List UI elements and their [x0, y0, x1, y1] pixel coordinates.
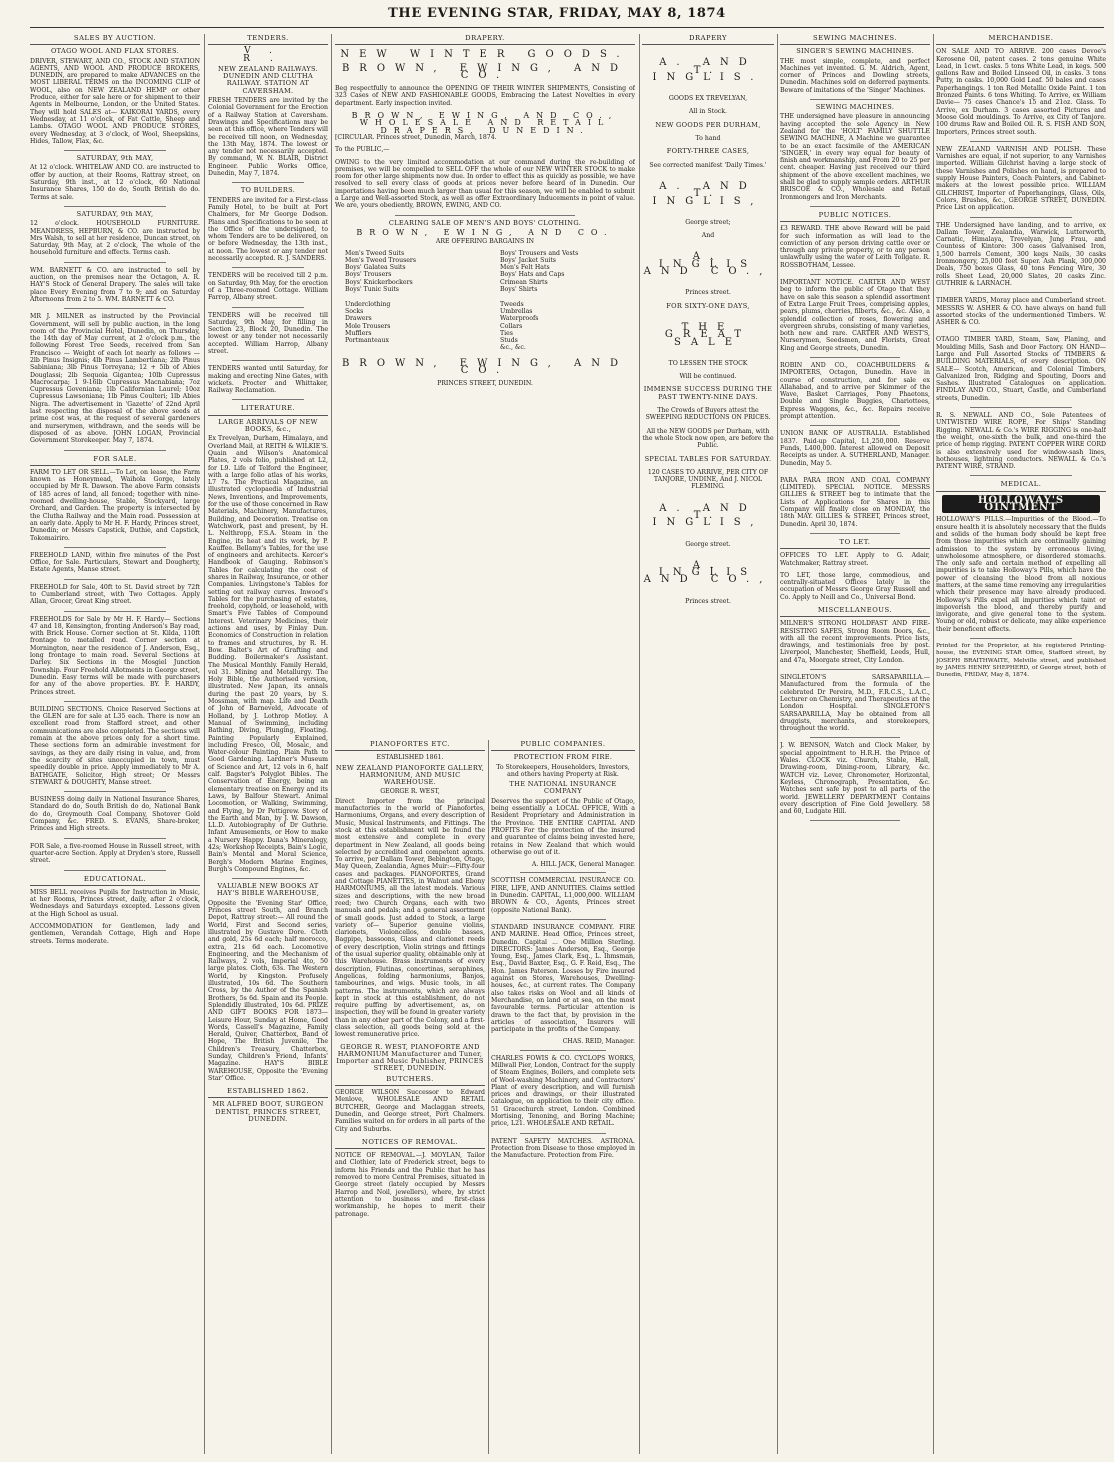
list-item: Drawers — [345, 315, 372, 323]
ad-line: NEW GOODS PER DURHAM, — [655, 120, 761, 129]
holloway-banner: HOLLOWAY'S OINTMENT — [942, 495, 1100, 514]
list-item: Socks — [345, 307, 364, 315]
sale-ad: BUSINESS doing daily in National Insurance Shares, Standard do do, South British do do, National Bank do do, Greymouth Coal Company, Shotover Gold Company, &c. FRED. S. EVANS, Share-broker, Princes and High streets. — [30, 796, 200, 833]
ad-line: IMMENSE SUCCESS DURING THE PAST TWENTY-NINE DAYS. — [643, 385, 773, 401]
ad-line: Princes street. — [685, 289, 731, 297]
separator-rule — [64, 791, 166, 792]
misc-ad: MILNER'S STRONG HOLDFAST AND FIRE-RESISTING SAFES, Strong Room Doors, &c., with all the recent improvements. Price lists, drawings, and testimonials free by post. Liverpool, Manchester, Sheffield, Leeds, Hull, and 47a, Moorgate street, City London. — [780, 620, 930, 664]
ad-text: THE undersigned have pleasure in announcing having accepted the sole Agency in New Zealand for the 'HOLT' FAMILY SHUTTLE SEWING MACHINE, A Machine we guarantee to be an exact facsimile of the AMERICAN 'SINGER,' in every way equal for beauty of finish and workmanship, and From 20 to 25 per cent. cheaper. Having just received our third shipment of the above excellent machines, we shall be glad to supply sample orders. ARTHUR BRISCOE & CO., Wholesale and Retail Ironmongers and Iron Merchants. — [780, 113, 930, 201]
ad-line: To hand — [695, 135, 721, 143]
to-let-ad: TO LET, those large, commodious, and centrally-situated Offices lately in the occupation of Messrs George Gray Russell and Co. Apply to Neill and Co., Universal Bond. — [780, 571, 930, 601]
sale-ad: FOR Sale, a five-roomed House in Russell street, with quarter-acre Section. Apply at Dryden's store, Russell street. — [30, 842, 200, 865]
column-public-companies — [491, 740, 635, 1454]
column-divider — [488, 740, 489, 1454]
separator-rule — [970, 638, 1072, 639]
separator-rule — [520, 1050, 606, 1051]
ad-title: TO BUILDERS. — [240, 186, 296, 195]
separator-rule — [64, 450, 166, 451]
misc-ad: SINGLETON'S SARSAPARILLA.— Manufactured from the formula of the celebrated Dr Pereira, M.D., F.R.C.S., L.A.C., Lecturer on Chemistry, and Therapeutics at the London Hospital. SINGLETON'S SARSAPARILLA, May be obtained from all druggists, merchants, and storekeepers, throughout the world. — [780, 674, 930, 733]
ad-line: All the NEW GOODS per Durham, with the whole Stock now open, are before the Public. — [642, 427, 774, 450]
section-header: TO LET. — [780, 538, 930, 549]
ad-text: CHARLES FOWIS & CO. CYCLOPS WORKS, Millwall Pier, London, Contract for the supply of Steam Engines, Boilers, and complete sets of Wool-washing Machinery, and Contractors' Plant of every description, and will furnish prices and drawings, or their illustrated catalogue, on application to their city office. 51 Gracechurch street, London. Combined Mortising, Tenoning, and Boring Machine; price, L21. WHOLESALE AND RETAIL. — [491, 1054, 635, 1128]
separator-rule — [810, 357, 900, 358]
ad-text: GEORGE WILSON Successor to Edward Menlove, WHOLESALE AND RETAIL BUTCHER, George and Maclaggan streets, Dunedin, and George street, Port Chalmers. Families waited on for orders in all parts of the City and Suburbs. — [335, 1089, 485, 1133]
list-item: &c., &c. — [500, 344, 526, 352]
ad-line: George street; — [685, 218, 731, 226]
merchandise-ad: OTAGO TIMBER YARD, Steam, Saw, Planing, and Moulding Mills, Sash and Door Factory. ON HAND— Large and Full Assorted Stocks of TIMBERS & BUILDING MATERIALS, of every description. ON SALE— Scotch, American, and Colonial Timbers, Galvanized Iron, Ridging and Spouting, Doors and Sashes. Illustrated Catalogues on application. FINDLAY AND CO., Stuart, Castle, and Cumberland streets, Dunedin. — [936, 336, 1106, 402]
section-header: PUBLIC COMPANIES. — [491, 740, 635, 751]
printer-imprint: Printed for the Proprietor, at his registered Printing-house, the EVENING STAR Office, Stafford street, by JOSEPH BRAITHWAITE, Melville street, and published by JAMES HENRY SHEPHERD, of George street, both of Dunedin, FRIDAY, May 8, 1874. — [936, 643, 1106, 679]
ad-line: A. INGLIS AND CO., — [643, 559, 773, 586]
ad-line: George street. — [685, 540, 731, 548]
ad-text: TENDERS wanted until Saturday, for making and erecting Nine Gates, with wickets. Procter and Whittaker, Railway Reclamation. — [208, 365, 328, 395]
list-item: Boys' Hats and Caps — [500, 271, 565, 279]
separator-rule — [810, 99, 900, 100]
firm-name: BROWN, EWING, AND CO. — [356, 227, 614, 237]
firm-name: BROWN, EWING, AND CO. — [341, 62, 629, 81]
section-header: FOR SALE. — [30, 455, 200, 466]
ad-title: SATURDAY, 9th MAY, — [76, 209, 154, 218]
ad-signature: GEORGE R. WEST, PIANOFORTE AND HARMONIUM Manufacturer and Tuner, Importer and Music Publisher, PRINCES STREET, DUNEDIN. — [336, 1042, 484, 1073]
separator-rule — [232, 399, 304, 400]
separator-rule — [64, 150, 166, 151]
ad-title: MR ALFRED BOOT, SURGEON DENTIST, PRINCES STREET, DUNEDIN. — [212, 1100, 324, 1124]
ad-text: TENDERS will be received till Saturday, 9th May, for filling in Section 23, Block 20, Dunedin. The lowest or any tender not necessarily accepted. William Harrop, Albany street. — [208, 311, 328, 355]
section-header: EDUCATIONAL. — [30, 875, 200, 886]
merchandise-ad: R. S. NEWALL AND CO., Sole Patentees of UNTWISTED WIRE ROPE, For Ships' Standing Rigging. NEWALL & Co.'s WIRE RIGGING is one-half the weight, one-sixth the bulk, and one-third the price of hemp rigging. PATENT COPPER WIRE CORD is also extensively used for window-sash lines, hothouses, lightning conductors. NEWALL & Co.'s PATENT WIRE, STRAND. — [936, 412, 1106, 471]
to-let-ad: OFFICES TO LET. Apply to G. Adair, Watchmaker, Rattray street. — [780, 552, 930, 567]
separator-rule — [970, 475, 1072, 476]
separator-rule — [810, 669, 900, 670]
separator-rule — [232, 878, 304, 879]
column-pianofortes — [335, 740, 485, 1454]
separator-rule — [64, 838, 166, 839]
list-item: Ties — [500, 329, 513, 337]
list-item: Boys' Tunic Suits — [345, 286, 399, 294]
list-item: Men's Tweed Trousers — [345, 256, 417, 264]
education-ad: ACCOMMODATION for Gentlemen, lady and gentlemen, Verandah Cottage, High and Hope streets. Terms moderate. — [30, 922, 200, 945]
ad-text: TENDERS will be received till 2 p.m. on Saturday, 9th May, for the erection of a Three-roomed Cottage. William Farrop, Albany street. — [208, 272, 328, 302]
ad-text: SCOTTISH COMMERCIAL INSURANCE CO. FIRE, LIFE, AND ANNUITIES. Claims settled in Dunedin. CAPITAL, L1,000,000. WILLIAM BROWN & CO., Agents, Princes street (opposite National Bank). — [491, 877, 635, 914]
separator-rule — [810, 737, 900, 738]
sale-ad: FREEHOLD for Sale, 40ft to St. David street by 72ft to Cumberland street, with Two Cottages. Apply Allan, Grocer, Great King street. — [30, 583, 200, 606]
column-tenders — [208, 34, 328, 1454]
firm-name: BROWN, EWING, AND CO., WHOLESALE AND RETAIL DRAPERS, DUNEDIN. — [351, 111, 619, 135]
section-header: LITERATURE. — [208, 404, 328, 415]
section-header: SEWING MACHINES. — [780, 34, 930, 45]
royal-crest: V. R. — [243, 46, 293, 64]
list-item: Boys' Trousers and Vests — [500, 249, 579, 257]
separator-rule — [810, 472, 900, 473]
notice: £3 REWARD. THE above Reward will be paid for such information as will lead to the conviction of any person driving cattle over or through any private property, or to any person unlawfully using the water of Leith Tollgate. R. ROSSBOTHAM, Lessee. — [780, 225, 930, 269]
notice: UNION BANK OF AUSTRALIA. Established 1837. Paid-up Capital, L1,250,000. Reserve Funds, L400,000. Interest allowed on Deposit Receipts as under. A. SUTHERLAND, Manager. Dunedin, May 5. — [780, 430, 930, 467]
ad-line: 120 CASES TO ARRIVE, PER CITY OF TANJORE, UNDINE, And J. NICOL FLEMING. — [647, 468, 769, 491]
list-item: Men's Felt Hats — [500, 264, 550, 272]
merchandise-ad: NEW ZEALAND VARNISH AND POLISH. These Varnishes are equal, if not superior, to any Varnishes imported. William Gilchrist having a large stock of these Varnishes and Polishes on hand, is prepared to supply House Painters, Coach Painters, and Cabinet-makers at the lowest possible price. WILLIAM GILCHRIST, Importer of Paperhangings, Glass, Oils, Colors, Brushes, &c., GEORGE STREET, DUNEDIN. Price List on application. — [936, 145, 1106, 212]
ad-line: A. AND T. INGLIS, — [652, 502, 764, 529]
list-item — [345, 293, 470, 300]
ad-line: THE GREAT SALE — [664, 321, 752, 348]
column-divider — [933, 34, 934, 1454]
section-header: DRAPERY. — [335, 34, 635, 45]
ad-line: FORTY-THREE CASES, — [666, 147, 750, 156]
ad-line: Will be continued. — [679, 373, 737, 381]
ad-line: Princes street. — [685, 597, 731, 605]
notice: PARA PARA IRON AND COAL COMPANY (LIMITED). SPECIAL NOTICE. MESSRS GILLIES & STREET beg to intimate that the Lists of Applications for Shares in this Company will finally close on MONDAY, the 18th MAY. GILLIES & STREET, Princes street, Dunedin. April 30, 1874. — [780, 476, 930, 528]
list-item: Mufflers — [345, 329, 372, 337]
address: PRINCES STREET, DUNEDIN. — [437, 380, 533, 388]
ad-signature: CHAS. REID, Manager. — [562, 1038, 635, 1046]
section-header: PIANOFORTES ETC. — [335, 740, 485, 751]
ad-title: SATURDAY, 9th MAY, — [76, 154, 154, 163]
column-sales-by-auction — [30, 34, 200, 1454]
ad-text: Direct Importer from the principal manufactories in the world of Pianofortes, Harmoniums, Organs, and every description of Music, Musical Instruments, and Fittings. The stock at this establishment will be found the most extensive and complete in every department in New Zealand, all goods being selected by accredited and competent agents. To arrive, per Dallam Tower, Bebington, Otago, May Queen, Zealandia, Agnes Muir:—Fifty-four cases and packages. PIANOFORTES, Grand and Cottage PIANETTES, in Walnut and Ebony HARMONIUMS, all the latest models. Various sizes and descriptions, with the new broad reed; two Church Organs, each with two manuals and pedals; and a general assortment of small goods. Just added to Stock, a large variety of— Superior genuine violins, clarionets, Violoncellos, double basses, Bagpipe, bassoons, Glass and clarionet reeds of every description, Violin strings and fittings of the usual superior quality, obtainable only at this Warehouse. Brass instruments of every description, Flutinas, concertinas, seraphines, Angelicas, folding harmoniums, Banjos, tambourines, and wigs. Music tools, in all patterns. The instruments, which are always kept in stock at this establishment, do not require puffing by advertisement, as, on inspection, they will be found in greater variety than in any other part of the Colony, and a first-class selection, all goods being sold at the lowest remunerative price. — [335, 797, 485, 1039]
ad-text: Deserves the support of the Public of Otago, being essentially a LOCAL OFFICE, With a Resident Proprietary and Administration in the Province. THE ENTIRE CAPITAL AND PROFITS For the protection of the insured and guarantee of claims being invested here, retains in New Zealand that which would otherwise go out of it. — [491, 797, 635, 856]
separator-rule — [232, 307, 304, 308]
ad-text: HOLLOWAY'S PILLS.—Impurities of the Blood.—To ensure health it is absolutely necessary that the fluids and solids of the human body should be kept free from those impurities which are continually gaining admission to the system by erroneous living, unwholesome atmosphere, or disordered stomachs. The only safe and certain method of expelling all impurities is to take Holloway's Pills, which have the power of cleansing the blood from all noxious matters, at the same time removing any irregularities which their presence may have already produced. Holloway's Pills expel all impurities which taint or impoverish the blood, and thereby purify and invigorate, and give general tone to the system. Young or old, robust or delicate, may alike experience their beneficent effects. — [936, 516, 1106, 633]
section-header: DRAPERY — [642, 34, 774, 45]
list-item: Studs — [500, 337, 518, 345]
ad-title: THE NATIONAL INSURANCE COMPANY — [509, 780, 617, 796]
column-sewing-machines — [780, 34, 930, 1454]
section-header: MEDICAL. — [936, 480, 1106, 491]
section-header: MERCHANDISE. — [936, 34, 1106, 45]
ad-signature: A. HILL JACK, General Manager. — [531, 861, 635, 869]
ad-title: VALUABLE NEW BOOKS AT HAY'S BIBLE WAREHOUSE, — [216, 882, 320, 898]
separator-rule — [64, 262, 166, 263]
ad-line: All in Stock. — [689, 108, 727, 116]
ad-title: NEW WINTER GOODS. — [340, 49, 630, 61]
ad-line: A. AND T. INGLIS. — [652, 57, 764, 83]
masthead-rule — [30, 27, 1104, 28]
ad-title: PROTECTION FROM FIRE. — [513, 753, 613, 762]
circular-dateline: [CIRCULAR. Princes street, Dunedin, March, 1874. — [335, 133, 497, 141]
separator-rule — [970, 331, 1072, 332]
ad-text: DRIVER, STEWART, AND CO., STOCK AND STATION AGENTS, AND WOOL AND PRODUCE BROKERS, DUNEDIN, are prepared to make ADVANCES on the MOST LIBERAL TERMS on the INCOMING CLIP of WOOL, also on NEW ZEALAND HEMP or other Produce, either for sale here or for shipment to their Agents in Melbourne, London, or the United States. They will hold SALES at— KAIKORAI YARDS, every Wednesday, at 11 o'clock, of Fat Cattle, Sheep and Lambs. OTAGO WOOL AND PRODUCE STORES, every Wednesday, at 3 o'clock, of Wool, Sheepskins, Hides, Tallow, Flax, &c. — [30, 57, 200, 145]
sale-ad: FREEHOLD LAND, within five minutes of the Post Office, for Sale. Particulars, Stewart and Dougherty, Estate Agents, Manse street. — [30, 551, 200, 574]
separator-rule — [810, 274, 900, 275]
established: ESTABLISHED 1861. — [376, 754, 444, 762]
column-divider — [204, 34, 205, 1454]
separator-rule — [810, 425, 900, 426]
list-item: Collars — [500, 322, 523, 330]
separator-rule — [970, 407, 1072, 408]
column-divider — [331, 34, 332, 1454]
separator-rule — [970, 292, 1072, 293]
column-drapery-brown-ewing — [335, 34, 635, 732]
ad-title: SINGER'S SEWING MACHINES. — [796, 47, 914, 56]
clothing-list — [335, 248, 635, 354]
ad-line: TO LESSEN THE STOCK — [668, 359, 748, 367]
separator-rule — [970, 217, 1072, 218]
list-item: Umbrellas — [500, 307, 533, 315]
merchandise-ad: ON SALE AND TO ARRIVE. 200 cases Devoe's Kerosene Oil, patent cases. 2 tons genuine White Lead, in 1cwt. casks. 5 tons White Lead, in kegs. 500 gallons Raw and Boiled Linseed Oil, in casks. 3 tons Putty, in casks. 10,000 Gold Leaf. 50 bales and cases Paperhangings. 1 ton Red Metallic Oxide Paint. 1 ton Bronzed Paints. 6 tons Whiting. To Arrive, ex William Davie— 75 cases Chance's 15 and 21oz. Glass. To Arrive, ex Durham. 3 cases assorted Pictures and Moose Gold mouldings. To Arrive, ex City of Tanjore. 100 drums Raw and Boiled Oil. R. S. FISH AND SON, Importers, Princes street south. — [936, 48, 1106, 136]
list-item: Crimean Shirts — [500, 278, 548, 286]
ad-text: 12 o'clock. HOUSEHOLD FURNITURE. MEANDRESS, HEPBURN, & CO. are instructed by Mrs Walsh, to sell at her residence, Duncan street, on Saturday, 9th May, at 2 o'clock, The whole of the household furniture and effects. Terms cash. — [30, 220, 200, 257]
ad-text: MR J. MILNER as instructed by the Provincial Government, will sell by public auction, in the long room of the Provincial Hotel, Dunedin, on Thursday, the 14th day of May current, at 2 o'clock p.m., the following Forest Tree Seeds, received from San Francisco — Weight of each lot nearly as follows — 2lb Pinus Insignis; 4lb Pinus Lambertiana; 2lb Pinus Sabiniana; 3lb Pinus Torreyana; 12 + 5lb of Abies Douglassi; 2lb Sequoia Gigantea; 10lb Cupressus Macrocarpa; 1 9-16lb Cupressus Macnabiana; 7oz Cupressus Goveniana; 1lb Californian Laurel; 10oz Cupressus Lawsoniana; 1lb Pinus Coulteri; 1lb Abies Nigra. The advertisement in 'Gazette' of 22nd April last respecting the disposal of the above seeds at prime cost was, at the request of several gardeners and nurserymen, withdrawn, and the seeds will be disposed of as above. JOHN LOGAN, Provincial Government Storekeeper. May 7, 1874. — [30, 313, 200, 445]
list-item: Boys' Knickerbockers — [345, 278, 413, 286]
separator-rule — [64, 206, 166, 207]
separator-rule — [64, 611, 166, 612]
list-item: Tweeds — [500, 300, 524, 308]
ad-line: GOODS EX TREVELYAN, — [668, 95, 748, 103]
ad-title: CLEARING SALE OF MEN'S AND BOYS' CLOTHING. — [388, 218, 582, 227]
separator-rule — [520, 919, 606, 920]
ad-line: And — [701, 232, 715, 240]
ad-line: FOR SIXTY-ONE DAYS, — [666, 301, 750, 310]
ad-subtitle: ARE OFFERING BARGAINS IN — [435, 238, 535, 246]
ad-text: PATENT SAFETY MATCHES. ASTRONA. Protection from Disease to those employed in the Manufacture. Protection from Fire. — [491, 1137, 635, 1160]
ad-title: NEW ZEALAND PIANOFORTE GALLERY, HARMONIUM, AND MUSIC WAREHOUSE. — [335, 763, 485, 787]
separator-rule — [810, 820, 900, 821]
separator-rule — [64, 579, 166, 580]
separator-rule — [970, 141, 1072, 142]
ad-text: Beg respectfully to announce the OPENING OF THEIR WINTER SHIPMENTS, Consisting of 323 Cases of NEW AND FASHIONABLE GOODS, Embracing the Latest Novelties in every department. Early inspection invited. — [335, 85, 635, 107]
list-item — [500, 293, 625, 300]
masthead: THE EVENING STAR, FRIDAY, MAY 8, 1874 — [388, 6, 726, 21]
list-item: Waterproofs — [500, 315, 539, 323]
list-item: Boys' Trousers — [345, 271, 392, 279]
merchandise-ad: TIMBER YARDS, Moray place and Cumberland street. MESSRS W. ASHER & CO. have always on hand full assorted stocks of the undermentioned Timbers. W. ASHER & CO. — [936, 297, 1106, 327]
notice: IMPORTANT NOTICE. CARTER AND WEST beg to inform the public of Otago that they have on sale this season a splendid assortment of Extra Large Fruit Trees, comprising apples, pears, plums, cherries, filberts, &c., &c. Also, a splendid collection of roses, flowering and evergreen shrubs, consisting of many varieties, both new and rare. CARTER AND WEST'S, Nurserymen, Seedsmen, and Florists, Great King and George streets, Dunedin. — [780, 279, 930, 352]
ad-text: WM. BARNETT & CO. are instructed to sell by auction, on the premises near the Octagon, A. R. HAY'S Stock of General Drapery. The sales will take place Every Evening from 7 to 9; and on Saturday Afternoons from 2 to 5. WM. BARNETT & CO. — [30, 266, 200, 303]
merchandise-ad: THE Undersigned have landing, and to arrive, ex Dallam Tower, Zealandia, Warwick, Lutterworth, Carnatic, Himalaya, Trevelyan, Jung Frau, and Countess of Kintore: 300 cases Galvanised Iron, 1,500 barrels Cement, 300 kegs Nails, 30 casks Ironmongery, 25,000 feet Super. Ash Plank, 300,000 Deals, 750 boxes Glass, 40 tons Fencing Wire, 30 rolls Sheet Lead, 20,000 Slates, 20 casks Zinc. GUTHRIE & LARNACH. — [936, 221, 1106, 287]
list-item: Underclothing — [345, 300, 391, 308]
ad-subtitle: To Storekeepers, Householders, Investors, and others having Property at Risk. — [496, 763, 630, 778]
notice: ROBIN AND CO., COACHBUILDERS & IMPORTERS, Octagon, Dunedin. Have in course of construction, and for sale ex Allahabad, and to arrive per Skimmer of the Wave, Basket Carriages, Pony Phaetons, Double and Single Buggies, Chariottees, Express Waggons, &c., &c. Repairs receive prompt attention. — [780, 361, 930, 421]
ad-text: OWING to the very limited accommodation at our command during the re-building of premises, we will be compelled to SELL OFF the whole of our NEW WINTER STOCK to make room for other large shipments now due. In order to effect this as quickly as possible, we have resolved to sell every class of goods at prices never before heard of in Dunedin. Our importations having been much larger than usual for this season, we will be enabled to submit a Large and Well-assorted Stock, as well as offer Extraordinary Inducements in point of value. We are, yours obediently, BROWN, EWING, AND CO. — [335, 158, 635, 210]
ad-text: TENDERS are invited for a First-class Family Hotel, to be built at Port Chalmers, for Mr George Dodson. Plans and Specifications to be seen at the Office of the undersigned, to whom Tenders are to be delivered, on or before Wednesday, the 13th inst., at noon. The lowest or any tender not necessarily accepted. R. J. SANDERS. — [208, 196, 328, 263]
salutation: To the PUBLIC,— — [335, 146, 390, 154]
separator-rule — [64, 870, 166, 871]
section-header: SALES BY AUCTION. — [30, 34, 200, 45]
misc-ad: J. W. BENSON, Watch and Clock Maker, by special appointment to H.R.H. the Prince of Wales. CLOCK viz. Church, Stable, Hall, Drawing-room, Dining-room, Library, &c. WATCH viz. Lever, Chronometer, Horizontal, Keyless, Chronograph, Presentation, &c. Watches sent safe by post to all parts of the world. JEWELLERY DEPARTMENT Contains every description of Fine Gold Jewellery. 58 and 60, Ludgate Hill. — [780, 742, 930, 816]
separator-rule — [395, 215, 575, 216]
separator-rule — [810, 533, 900, 534]
section-header: PUBLIC NOTICES. — [780, 211, 930, 222]
list-item: Men's Tweed Suits — [345, 249, 405, 257]
section-header: BUTCHERS. — [335, 1075, 485, 1086]
column-drapery-inglis — [642, 34, 774, 1454]
column-divider — [639, 34, 640, 1454]
ad-line: The Crowds of Buyers attest the SWEEPING REDUCTIONS ON PRICES. — [645, 407, 771, 422]
separator-rule — [64, 701, 166, 702]
ad-line: See corrected manifest 'Daily Times.' — [649, 161, 767, 169]
section-header: ESTABLISHED 1862. — [208, 1087, 328, 1098]
list-item: Boys' Shirts — [500, 286, 538, 294]
owner-name: GEORGE R. WEST, — [380, 788, 440, 796]
separator-rule — [520, 1133, 606, 1134]
ad-title: LARGE ARRIVALS OF NEW BOOKS, &c., — [218, 417, 318, 434]
ad-text: Opposite the 'Evening Star' Office, Princes street South, and Branch Depot, Rattray street:— All round the World, First and Second series, illustrated by Gustave Dore. Cloth and gold, 25s 6d each; half morocco, extra, 21s 6d each. Locomotive Engineering, and the Mechanism of Railways, 2 vols, Imperial 4to, 50 large plates. Cloth, 63s. The Western World, by Kingston. Profusely illustrated, 10s 6d. The Southern Cross, by the Author of the Spanish Brothers, 5s 6d. Spain and its People. Splendidly illustrated, 10s 6d. PRIZE AND GIFT BOOKS FOR 1873— Leisure Hour, Sunday at Home, Good Words, Cassell's Magazine, Family Herald, Quiver, Chatterbox, Band of Hope, The British Juvenile, The Children's Treasury, Chatterbox, Sunday, Children's Friend, Infants' Magazine. HAY'S BIBLE WAREHOUSE, Opposite the 'Evening Star' Office. — [208, 899, 328, 1082]
list-item: Boys' Galatea Suits — [345, 264, 406, 272]
ad-text: At 12 o'clock. WHITELAW AND CO. are instructed to offer by auction, at their Rooms, Rattray street, on Saturday, 9th inst., at 12 o'clock, 60 National Insurance Shares, 150 do do, South British do do. Terms at sale. — [30, 164, 200, 201]
firm-name: BROWN, EWING, AND CO. — [341, 357, 629, 376]
separator-rule — [232, 267, 304, 268]
ad-text: THE most simple, complete, and perfect Machines yet invented. G. M. Aldrich, Agent, corner of Princes and Dowling streets, Dunedin. Machines sold on deferred payments. Beware of imitations of the 'Singer' Machines. — [780, 57, 930, 94]
ad-text: Ex Trevelyan, Durham, Himalaya, and Overland Mail, at REITH & WILKIE'S. Quain and Wilson's Anatomical Plates, 2 vols folio, published at L2, for L9. Life of Telford the Engineer, with a large folio atlas of his works, L7 7s. The Practical Magazine, an illustrated cyclopaedia of Industrial News, Inventions, and Improvements, for the use of those concerned in Raw Materials, Machinery, Manufactures, Building, and Decoration. Treatise on Watchwork, past and present, by H. L. Nelthropp, F.S.A. Steam in the Engine, its heat and its work, by P. Kauffee. Bellamy's Tables, for the use of engineers and architects. Kercer's Handbook of Gauging. Robinson's Tables for calculating the cost of shares in Railway, Insurance, or other Companies. Livingstone's Tables for setting out railway curves. Inwood's Tables for the purchasing of estates, freehold, copyhold, or leasehold, with Smart's Five Tables of Compound Interest. Veterinary Medicines, their actions and uses, by Finlay Dun. Economics of Construction in relation to frames and structures, by R. H. Bow. Baltet's Art of Grafting and Budding. Boilermaker's Assistant. The Musical Monthly. Family Herald, vol 31. Mining and Metallurgy. The Holy Bible, the Authorised version, illustrated. New Japan, its annals during the past 20 years, by S. Mossman, with map. Life and Death of John of Barneveld, Advocate of Holland, by J. Lothrop Motley. A Manual of Swimming, including Bathing, Diving, Plunging, Floating. Painting Popularly Explained, including Fresco, Oil, Mosaic, and Water-colour Painting. Plain Path to Good Gardening. Lardner's Museum of Science and Art, 12 vols in 6, half calf. Bagster's Polyglot Bibles. The Conservation of Energy, being an elementary treatise on Energy and its Laws, by Balfour Stewart. Animal Locomotion, or Walking, Swimming, and Flying, by Dr Pettigrew. Story of the Earth and Man, by J. W. Dawson, LL.D. Autobiography of Dr Guthrie. Infant Amusements, or How to make a Nursery Happy. Dana's Mineralogy, 42s; Workshop Receipts, Bain's Logic, Bain's Mental and Moral Science, Bergh's Modern Marine Engines, Burgh's Compound Engines, &c. — [208, 435, 328, 873]
separator-rule — [64, 308, 166, 309]
sale-ad: FREEHOLDS for Sale by Mr H. F. Hardy— Sections 47 and 18, Kensington, fronting Anderson's Bay road, with Brick House. Corner section at St. Kilda, 110ft frontage to metalled road. Corner section at Mornington, near the residence of J. Anderson, Esq., long frontage to main road. Several Sections at Darley. Six Sections in the Mosgiel Junction Township. Four Freehold Allotments in George street, Dunedin. Easy terms will be made with purchasers for any of the above properties. BY. F. HARDY, Princes street. — [30, 615, 200, 696]
section-header: NOTICES OF REMOVAL. — [335, 1138, 485, 1149]
list-item: Portmanteaux — [345, 337, 389, 345]
ad-text: NOTICE OF REMOVAL.—J. MOYLAN, Tailor and Clothier, late of Frederick street, begs to inform his Friends and the Public that he has removed to more Central Premises, situated in George street (lately occupied by Messrs Harrop and Noil, jewellers), where, by strict attention to business and first-class workmanship, he hopes to merit their patronage. — [335, 1152, 485, 1218]
separator-rule — [232, 182, 304, 183]
ad-line: A. INGLIS AND CO., — [643, 251, 773, 278]
list-item: Mole Trousers — [345, 322, 391, 330]
sale-ad: FARM TO LET OR SELL.—To Let, on lease, the Farm known as Honeymead, Waihola Gorge, lately occupied by Mr R. Dawson. The above Farm consists of 185 acres of land, all fenced; together with nine-roomed dwelling-house, Stable, Stockyard, large Orchard, and Garden. The property is intersected by the Clutha Railway and the Main road. Possession at an early date. Apply to Mr H. F. Hardy, Princes street, Dunedin; or Messrs Capstick, Duthie, and Capstick, Tokomairiro. — [30, 468, 200, 542]
ad-title: SEWING MACHINES. — [815, 103, 895, 112]
separator-rule — [232, 360, 304, 361]
education-ad: MISS BELL receives Pupils for Instruction in Music, at her Rooms, Princes street, daily, after 2 o'clock, Wednesdays and Saturdays excepted. Lessons given at the High School as usual. — [30, 888, 200, 918]
column-merchandise — [936, 34, 1106, 1454]
sale-ad: BUILDING SECTIONS. Choice Reserved Sections at the GLEN are for sale at L35 each. There is now an excellent road from Stafford street, and other communications are also completed. The sections will remain at the above prices only for a short time. These sections form an admirable investment for savings, as they are daily rising in value, and, from the scarcity of sites unoccupied in town, must speedily double in price. Apply immediately to Mr A. BATHGATE, Solicitor, High street; Or Messrs STEWART & DOUGHTY, Manse street. — [30, 705, 200, 786]
ad-title: OTAGO WOOL AND FLAX STORES. — [50, 47, 180, 56]
clothing-list-column — [500, 250, 625, 352]
section-header: MISCELLANEOUS. — [780, 606, 930, 617]
separator-rule — [64, 547, 166, 548]
section-header: TENDERS. — [208, 34, 328, 45]
ad-line: A. AND T. INGLIS, — [652, 180, 764, 207]
ad-line: SPECIAL TABLES FOR SATURDAY. — [644, 454, 772, 463]
separator-rule — [810, 206, 900, 207]
ad-text: STANDARD INSURANCE COMPANY. FIRE AND MARINE. Head Office, Princes street, Dunedin. Capital ... One Million Sterling. DIRECTORS: James Anderson, Esq., George Young, Esq., James Clark, Esq., L. Ihmsman, Esq., David Baxter, Esq., G. F. Reid, Esq., The Hon. James Paterson. Losses by Fire insured against on Stores, Warehouses, Dwelling-houses, &c., at current rates. The Company also takes risks on Wool and all kinds of Merchandise, on land or at sea, on the most favourable terms. Particular attention is drawn to the fact that, by provision in the articles of association, Insurers will participate in the profits of the Company. — [491, 923, 635, 1034]
list-item: Boys' Jacket Suits — [500, 256, 556, 264]
ad-title: NEW ZEALAND RAILWAYS. DUNEDIN AND CLUTHA RAILWAY. STATION AT CAVERSHAM. — [217, 64, 318, 95]
ad-text: FRESH TENDERS are invited by the Colonial Government for the Erection of a Railway Station at Caversham. Drawings and Specifications may be seen at this office, where Tenders will be received till noon, on Wednesday, the 13th May, 1874. The lowest or any tender not necessarily accepted. By command, W. N. BLAIR, District Engineer. Public Works Office, Dunedin, May 7, 1874. — [208, 97, 328, 178]
clothing-list-column — [345, 250, 470, 352]
column-divider — [777, 34, 778, 1454]
separator-rule — [520, 872, 606, 873]
